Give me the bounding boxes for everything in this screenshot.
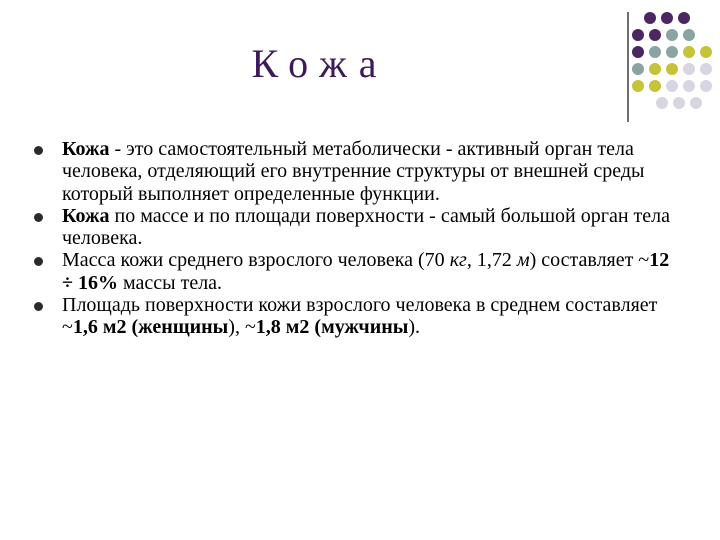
bullet-dot-icon — [34, 257, 43, 266]
bullet-item — [34, 138, 684, 205]
decorative-dot — [690, 97, 702, 109]
decorative-dot — [666, 63, 678, 75]
bullet-list — [34, 138, 684, 339]
decorative-dot — [649, 63, 661, 75]
bullet-text: по массе и по площади поверхности - самый большой орган тела человека. — [62, 204, 670, 250]
decorative-dot — [644, 12, 656, 24]
decorative-dot — [666, 46, 678, 58]
bullet-dot-icon — [34, 302, 43, 311]
bullet-item — [34, 294, 684, 339]
area-men: 1,8 м2 (мужчины — [255, 316, 409, 339]
slide-title: Кожа — [251, 41, 389, 86]
decorative-dot — [700, 46, 712, 58]
percent-range: 12 ÷ 16% — [62, 249, 670, 294]
decorative-dot — [661, 12, 673, 24]
bullet-item — [34, 205, 684, 250]
bullet-text: ) составляет ~ — [529, 249, 650, 272]
decorative-dot — [700, 63, 712, 75]
decorative-dot — [683, 63, 695, 75]
decorative-dot — [649, 46, 661, 58]
bullet-text: массы тела. — [117, 271, 223, 294]
bullet-term: Кожа — [62, 204, 110, 227]
decorative-dot — [649, 29, 661, 41]
decorative-dot — [656, 97, 668, 109]
unit-kg: кг — [449, 249, 467, 272]
bullet-dot-icon — [34, 213, 43, 222]
bullet-text: Масса кожи среднего взрослого человека (70 — [62, 249, 450, 272]
bullet-item — [34, 249, 684, 294]
bullet-text: - это самостоятельный метаболически - активный орган тела человека, отделяющий его внутренние структуры от внешней среды который выполняет определенные функции. — [62, 138, 645, 205]
decorative-dot — [649, 80, 661, 92]
area-women: 1,6 м2 (женщины — [72, 316, 229, 339]
bullet-text: , 1,72 — [466, 249, 517, 272]
decorative-dot — [673, 97, 685, 109]
unit-m: м — [516, 249, 530, 272]
bullet-text: ), ~ — [228, 316, 256, 339]
bullet-text: ). — [408, 316, 421, 339]
decorative-dot — [666, 80, 678, 92]
bullet-dot-icon — [34, 146, 43, 155]
decorative-dot — [683, 80, 695, 92]
decorative-dot — [683, 46, 695, 58]
decorative-dot — [678, 12, 690, 24]
bullet-term: Кожа — [62, 138, 110, 160]
decorative-dot — [683, 29, 695, 41]
decorative-dot — [700, 80, 712, 92]
decorative-dot — [666, 29, 678, 41]
bullet-text: Площадь поверхности кожи взрослого человека в среднем составляет ~ — [62, 294, 658, 339]
